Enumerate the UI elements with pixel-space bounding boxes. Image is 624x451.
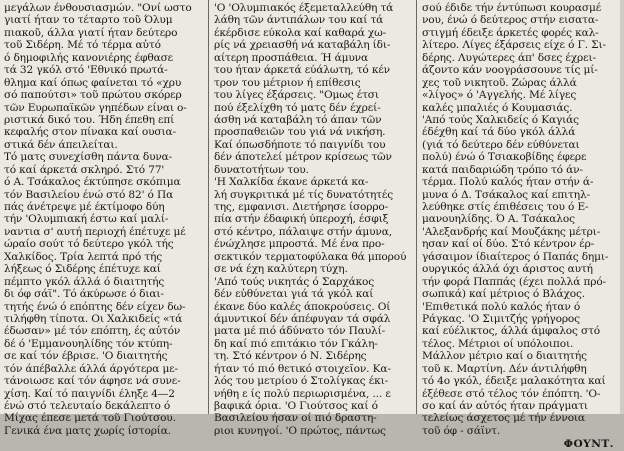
text-line: (γιά τό δεύτερο δέν εύθύνεται	[422, 138, 580, 151]
text-line: βαφικά όρια. 'Ο Γιούτσος καί ό	[214, 400, 378, 412]
text-line: του ήταν άρκετά εύάλωτη, τό κέν	[214, 64, 390, 77]
text-line: τοῦ κ. Μαρτίνη. Δέν άντιλήφθη	[422, 362, 587, 375]
text-line: ματα μέ πιό άδύνατο τόν Παυλί-	[214, 325, 386, 338]
text-line: δέ ό 'Εμμανουηλίδης τόν κτύπη-	[4, 337, 173, 350]
text-line: ένώχλησε μπροστά. Μέ ένα προ-	[214, 238, 385, 251]
text-line: ό Α. Τσάκαλος έκτύπησε σκόπιμα	[4, 176, 181, 189]
text-line: Χαλκίδος. Τρία λεπτά πρό τής	[4, 250, 163, 263]
text-line: καί εύέλικτος, άλλά άμφαλος στό	[422, 325, 601, 338]
text-line: μανουηλίδης. Ό Α. Τσάκαλος	[422, 213, 575, 226]
text-line: δέν άποτελεί μέτρον κρίσεως τῶν	[214, 151, 392, 164]
text-line: σο καί άν αὐτός ήταν πράγματι	[422, 400, 588, 412]
text-line: μεγάλων ένθουσιασμών. "Ονί ωστο	[4, 2, 192, 14]
text-line: τάνοιωσε καί τόν άφησε νά συνε-	[4, 375, 181, 388]
text-line: πιακοῦ, άλλα γιατί ήταν δεύτερο	[4, 26, 178, 39]
text-line: νου, ένώ ό δεύτερος στήν εισατα-	[422, 14, 599, 27]
text-line: αίτερη προσπάθεια. Ή άμυνα	[214, 51, 368, 64]
text-line: τῶν Ευρωπαϊκῶν γηπέδων είναι ο-	[4, 101, 187, 114]
column-divider	[416, 0, 417, 414]
text-line: ναντια σ' αυτή περιοχή έπέτυχε μέ	[4, 225, 186, 238]
text-line: τέλος. Μέτριοι οί υπόλοιποι.	[422, 337, 574, 350]
text-line: τά 32 γκόλ στό 'Εθνικό πρωτά-	[4, 64, 168, 77]
text-line: ώραίο σούτ τό δεύτερο γκόλ τής	[4, 238, 174, 251]
text-line: ένώ στό τελευταίο δεκάλεπτο ό	[4, 400, 171, 412]
text-line: τό 4ο γκόλ, έδειξε μαλακότητα καί	[422, 375, 606, 388]
text-line: 'Επιθετικά πολύ καλός ήταν ό	[422, 300, 581, 313]
text-line: άμυντικοί δέν άπέφυγαν τά σφάλ	[214, 312, 391, 325]
text-line: τρον του μέτριον ή επίθεσις	[214, 76, 361, 89]
text-line: τοῦ όφ - σάϊντ.	[422, 424, 501, 437]
text-line: νήθη ε ίς πολύ περιωρισμένα, ... ε	[214, 387, 391, 400]
text-line: γιατί ήταν το τέταρτο τοῦ Όλυμ	[4, 14, 173, 27]
text-line: θλημα καί όπως φαίνεται τό «χρυ	[4, 76, 182, 89]
text-line: έκέρδισε εύκολα καί καθαρά χω-	[214, 26, 387, 39]
text-line: ήταν τό πιό θετικό στοιχεῖον. Κα-	[214, 362, 391, 375]
text-line: κατά παιδαριώδη τρόπο τό άν-	[422, 163, 583, 176]
text-line: τητής ένώ ό επόπτης δέν είχεν δω-	[4, 300, 186, 313]
text-line: ησαν καί οί δύο. Στό κέντρον έρ-	[422, 238, 595, 251]
text-line: «λίγος» ό 'Αγγελής. Μέ λίγες	[422, 89, 577, 102]
text-line: ρίς νά χρειασθή νά καταβάλη ίδι-	[214, 39, 391, 52]
text-line: ριστικά δικό του. Ήδη έπεθη επί	[4, 113, 175, 126]
text-line: γάσαιμον ίδιαίτερος ό Παπάς δημι-	[422, 250, 609, 263]
text-line: έκανε δύο καλές άποκρούσεις. Οί	[214, 300, 391, 313]
text-line: σε καί τόν έβρισε. 'Ο διαιτητής	[4, 350, 168, 363]
text-line: στιγμή έδειξε άρκετές φορές καλ-	[422, 26, 599, 39]
text-line: σό παπούτσι» τοῦ πρώτου σκόρερ	[4, 89, 182, 102]
text-line: ουργικός άλλά όχι άριστος αυτή	[422, 263, 593, 276]
text-line: 'Ο 'Ολυμπιακός έξεμεταλλεύθη τά	[214, 2, 394, 14]
text-line: πάς άνέτρεψε μέ έκτίμοφο δύη	[4, 201, 165, 213]
article-column-3	[418, 0, 624, 451]
text-line: έδωσαν» μέ τόν επόπτη, ές αὐτόν	[4, 325, 181, 338]
article-column-1	[0, 0, 209, 437]
text-line: Μίχας έπεσε μετά τοῦ Γιούτσου.	[4, 412, 176, 425]
text-line: στό κέντρο, πάλαιψε στήν άμυνα,	[214, 225, 392, 238]
text-line: τοῦ Σιδέρη. Μέ τό τέρμα αὐτό	[4, 39, 161, 52]
column-divider	[208, 0, 209, 414]
text-line: έδέχθη καί τά δύο γκόλ άλλά	[422, 126, 576, 139]
text-line: Βασιλείου ήσαν οί πιό δραστη-	[214, 412, 377, 425]
text-line: πολύ) ένώ ό Τσιακοβίδης έφερε	[422, 151, 587, 164]
text-line: Ράγκας. 'Ο Σιμιτζής γρήγορος	[422, 312, 580, 325]
text-line: κεφαλής στον πίνακα καί ουσια-	[4, 126, 176, 139]
text-line: δυνατοτήτων του.	[214, 163, 309, 176]
text-line: χες τοῦ νικητοῦ. Ζώρας άλλά	[422, 76, 577, 89]
text-line: 'Αλεξανδρής καί Μουζάκης μέτρι-	[422, 225, 601, 238]
text-line: τήν 'Ολυμπιακή έστω καί μαλί-	[4, 213, 169, 226]
page-edge	[620, 0, 624, 414]
text-line: σού έδιδε τήν έντύπωσι κουρασμέ	[422, 2, 602, 14]
text-line: λήξεως ό Σιδέρης έπέτυχε καί	[4, 263, 161, 276]
text-line: άσθη νά καταβάλη τό άπαν τῶν	[214, 113, 382, 126]
text-line: της, εμφανισι. Διετήρησε ίσορρο-	[214, 201, 389, 213]
text-line: τη. Στό κέντρον ό Ν. Σιδέρης	[214, 350, 367, 363]
text-line: καλές μπαλιές ό Κουμασιάς.	[422, 101, 573, 114]
text-line: ό δημοφιλής κανονιέρης έφθασε	[4, 51, 174, 64]
text-line: λός του μετρίου ό Στολίγκας έκι-	[214, 375, 389, 388]
text-line: 'Από τούς νικητάς ό Σαρχάκος	[214, 275, 375, 288]
text-line: δέν εὐθύνεται γιά τά γκόλ καί	[214, 288, 374, 301]
text-line: πού έξελίχθη τό ματς δέν έχρεί-	[214, 101, 381, 114]
text-line: τό καί άρκετά σκληρό. Στό 77'	[4, 163, 165, 176]
text-line: Καί όπωσδήποτε τό παιγνίδι του	[214, 138, 386, 151]
text-line: 'Η Χαλκίδα έκανε άρκετά κα-	[214, 176, 369, 189]
text-line: Τό ματς συνεχίσθη πάντα δυνα-	[4, 151, 173, 164]
text-line: τελείως άσχετος μέ τήν έννοια	[422, 412, 585, 425]
text-line: πέμπτο γκόλ άλλά ό διαιτητής	[4, 275, 165, 288]
text-line: λεύθηκε στίς έπιθέσεις του ό Ε-	[422, 201, 589, 213]
text-line: του λίγες έξάρσεις. "Ομως έτσι	[214, 89, 379, 102]
text-line: σε νά έχη καλύτερη τύχη.	[214, 263, 348, 276]
text-line: άζοντο κάν νοογράσσουνε τίς μί-	[422, 64, 598, 77]
text-line: στικά δέν άπειλείται.	[4, 138, 118, 151]
text-line: σωπικά) καί μέτριος ό Βλάχος.	[422, 288, 585, 301]
text-line: τόν Βασιλείου ένώ στό 82' ό Πα	[4, 188, 174, 201]
text-line: τήν φορά Παππάς (έχει πολλά πρό-	[422, 275, 607, 288]
article-column-2	[210, 0, 416, 437]
text-line: χίση. Καί τό παιγνίδι έληξε 4—2	[4, 387, 175, 400]
text-line: δέρης. Λυγώτερες άπ' δσες έχρει-	[422, 51, 596, 64]
text-line: σεκτικόν τερματοφύλακα θά μπορού	[214, 250, 407, 263]
author-byline: ΦΟΥΝΤ.	[563, 438, 614, 451]
text-line: δι όφ σάϊ". Τό άκύρωσε ό διαι-	[4, 288, 164, 301]
text-line: λίτερο. Λίγες έξάρσεις είχε ό Γ. Σι-	[422, 39, 606, 52]
text-line: έξέθεσε στό τέλος τόν έπόπτη. 'Ο-	[422, 387, 601, 400]
text-line: μυνα ό Δ. Τσάκαλος καί επιτηλ-	[422, 188, 590, 201]
text-line: λή συγκριτικά μέ τίς δυνατότητές	[214, 188, 393, 201]
text-line: λάθη τῶν άντιπάλων του καί τά	[214, 14, 384, 27]
text-line: τόν άπέβαλλε άλλά άργότερα με-	[4, 362, 178, 375]
text-line: 'Από τούς Χαλκιδείς ό Καγιάς	[422, 113, 579, 126]
text-line: τέρμα. Πολύ καλός ήταν στήν ά-	[422, 176, 594, 189]
text-line: δη καί πιό επιτάκιο τόν Γκάλη-	[214, 337, 378, 350]
text-line: Γενικά ένα ματς χωρίς ίστορία.	[4, 424, 171, 437]
text-line: Μάλλον μέτριο καί ο διαιτητής	[422, 350, 587, 363]
text-line: προσπαθειῶν του γιά νά νικήση.	[214, 126, 386, 139]
text-line: ριοι κυνηγοί. 'Ο πρώτος, πάντως	[214, 424, 386, 437]
text-line: τιλήφθη τίποτα. Οι Χαλκιδείς «τά	[4, 312, 183, 325]
text-line: πία στήν έδαφική ύπεροχή, έσφιξ	[214, 213, 389, 226]
